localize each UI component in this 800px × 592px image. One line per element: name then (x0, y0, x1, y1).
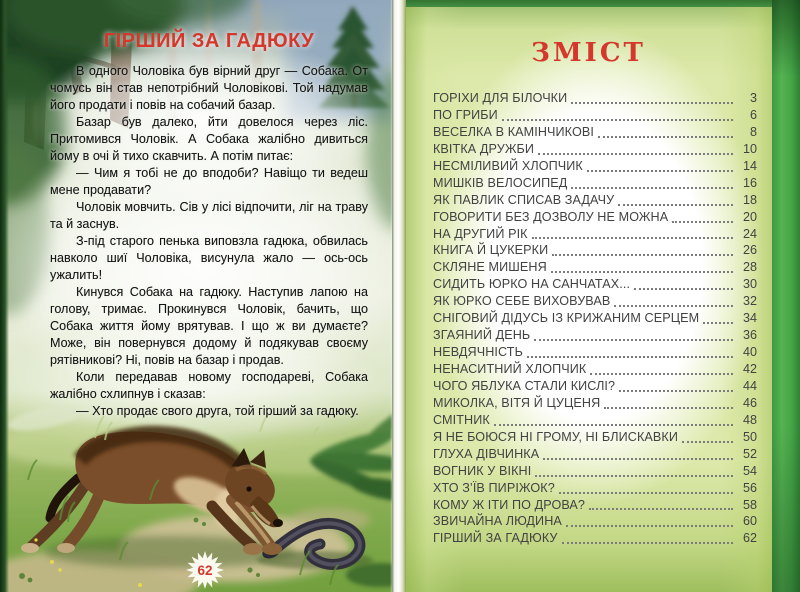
toc-dot-leader (562, 542, 734, 544)
toc-entry (433, 293, 757, 310)
toc-dot-leader (534, 339, 733, 341)
toc-dot-leader (543, 458, 733, 460)
toc-entry (433, 226, 757, 243)
toc-entry-page: 26 (742, 243, 757, 258)
toc-entry (433, 378, 757, 395)
story-paragraph: — Хто продає свого друга, той гірший за гадюку. (76, 404, 359, 418)
toc-entry-page: 8 (749, 124, 757, 139)
toc-entry-label: ХТО З’ЇВ ПИРІЖОК? (433, 480, 555, 495)
toc-entry (433, 175, 757, 192)
toc-entry (433, 497, 757, 514)
toc-entry-page: 20 (742, 209, 757, 224)
toc-entry-page: 46 (742, 395, 757, 410)
toc-entry-label: СИДИТЬ ЮРКО НА САНЧАТАХ... (433, 277, 631, 292)
toc-entry-label: ГЛУХА ДІВЧИНКА (433, 446, 540, 461)
toc-entry-label: ГІРШИЙ ЗА ГАДЮКУ (433, 531, 558, 546)
toc-dot-leader (598, 136, 733, 138)
toc-dot-leader (614, 305, 733, 307)
toc-dot-leader (590, 373, 733, 375)
toc-dot-leader (587, 170, 733, 172)
toc-title: ЗМІСТ (531, 38, 646, 68)
toc-entry (433, 412, 757, 429)
toc-entry-label: КВІТКА ДРУЖБИ (433, 141, 535, 156)
toc-dot-leader (571, 102, 733, 104)
toc-entry-label: СМІТНИК (433, 412, 490, 427)
toc-entry (433, 276, 757, 293)
toc-entry-label: ЯК ПАВЛИК СПИСАВ ЗАДАЧУ (433, 192, 615, 207)
toc-entry-page: 10 (742, 141, 757, 156)
story-paragraphs (50, 63, 368, 420)
toc-entry-label: МИКОЛКА, ВІТЯ Й ЦУЦЕНЯ (433, 395, 601, 410)
toc-entry-label: ГОВОРИТИ БЕЗ ДОЗВОЛУ НЕ МОЖНА (433, 209, 669, 224)
book-binding-edge-left (0, 0, 9, 592)
toc-entry (433, 310, 757, 327)
toc-entry-label: ЯК ЮРКО СЕБЕ ВИХОВУВАВ (433, 294, 611, 309)
story-paragraph: Кинувся Собака на гадюку. Наступив лапою на голову, тримає. Прокинувся Чоловік, бачить, що Собака життя йому врятував. І що ж ви думаєте? Може, він повернувся додому й подякував своєму рятівникові? Ні, повів на базар і продав. (50, 285, 368, 367)
toc-entry (433, 124, 757, 141)
page-edge-sliver (390, 0, 406, 592)
toc-entry (433, 344, 757, 361)
toc-entry-label: СКЛЯНЕ МИШЕНЯ (433, 260, 547, 275)
toc-entry-page: 14 (742, 158, 757, 173)
toc-dot-leader (538, 153, 733, 155)
toc-entry-label: КОМУ Ж ІТИ ПО ДРОВА? (433, 497, 586, 512)
toc-entry-page: 52 (742, 446, 757, 461)
toc-dot-leader (502, 119, 733, 121)
toc-entry-label: ВОГНИК У ВІКНІ (433, 463, 532, 478)
toc-entry (433, 395, 757, 412)
toc-entry-label: НЕВДЯЧНІСТЬ (433, 345, 523, 360)
toc-dot-leader (618, 204, 733, 206)
toc-entry-label: ПО ГРИБИ (433, 107, 498, 122)
toc-entry (433, 242, 757, 259)
toc-dot-leader (589, 508, 733, 510)
toc-entry-page: 62 (742, 531, 757, 546)
toc-entry-page: 32 (742, 294, 757, 309)
story-paragraph: Чоловік мовчить. Сів у лісі відпочити, ліг на траву та й заснув. (50, 200, 368, 231)
toc-entry-label: ЧОГО ЯБЛУКА СТАЛИ КИСЛІ? (433, 378, 616, 393)
toc-entry-page: 18 (742, 192, 757, 207)
toc-entry-label: НЕНАСИТНИЙ ХЛОПЧИК (433, 362, 587, 376)
toc-dot-leader (494, 424, 733, 426)
story-block (50, 0, 368, 420)
toc-entry-label: СНІГОВИЙ ДІДУСЬ ІЗ КРИЖАНИМ СЕРЦЕМ (433, 311, 700, 326)
toc-entry-page: 56 (742, 480, 757, 495)
toc-entry-label: ВЕСЕЛКА В КАМІНЧИКОВІ (433, 124, 594, 139)
toc-entry-label: ГОРІХИ ДЛЯ БІЛОЧКИ (433, 91, 568, 105)
toc-dot-leader (571, 187, 733, 189)
toc-entry (433, 327, 757, 344)
right-page-contents (405, 0, 772, 592)
toc-entry (433, 259, 757, 276)
toc-list (433, 90, 757, 547)
toc-entry-page: 16 (742, 175, 757, 190)
toc-entry-page: 6 (749, 107, 757, 122)
page-number-badge (186, 551, 224, 589)
toc-dot-leader (566, 525, 733, 527)
toc-dot-leader (532, 237, 733, 239)
toc-entry-page: 34 (742, 311, 757, 326)
toc-entry-label: ЗВИЧАЙНА ЛЮДИНА (433, 514, 562, 529)
toc-dot-leader (535, 475, 733, 477)
toc-dot-leader (604, 407, 733, 409)
toc-entry (433, 141, 757, 158)
toc-dot-leader (634, 288, 733, 290)
toc-entry-page: 28 (742, 260, 757, 275)
toc-entry (433, 192, 757, 209)
toc-dot-leader (552, 254, 733, 256)
toc-entry-page: 3 (749, 91, 757, 105)
toc-dot-leader (551, 271, 733, 273)
toc-dot-leader (527, 356, 733, 358)
page-number: 62 (197, 562, 213, 578)
toc-entry (433, 158, 757, 175)
toc-entry-page: 60 (742, 514, 757, 529)
story-paragraph: В одного Чоловіка був вірний друг — Собака. От чомусь він став непотрібний Чоловікові. Той надумав його продати і повів на собачий базар. (50, 64, 368, 112)
toc-entry-page: 44 (742, 378, 757, 393)
toc-entry (433, 90, 757, 107)
toc-entry (433, 463, 757, 480)
toc-entry-label: НЕСМІЛИВИЙ ХЛОПЧИК (433, 158, 583, 173)
toc-entry-page: 50 (742, 429, 757, 444)
story-paragraph: Коли передавав новому господареві, Собака жалібно схлипнув і сказав: (50, 370, 368, 401)
toc-entry-page: 54 (742, 463, 757, 478)
toc-entry (433, 446, 757, 463)
toc-dot-leader (619, 390, 733, 392)
toc-entry (433, 513, 757, 530)
toc-dot-leader (672, 221, 733, 223)
toc-entry (433, 480, 757, 497)
toc-entry (433, 530, 757, 547)
toc-entry (433, 361, 757, 378)
toc-entry (433, 107, 757, 124)
toc-entry-page: 40 (742, 345, 757, 360)
toc-dot-leader (682, 441, 733, 443)
toc-entry (433, 429, 757, 446)
toc-entry-page: 36 (742, 328, 757, 343)
book-cover-edge (772, 0, 800, 592)
toc-entry-label: МИШКІВ ВЕЛОСИПЕД (433, 175, 568, 190)
toc-entry-page: 48 (742, 412, 757, 427)
toc-entry-label: КНИГА Й ЦУКЕРКИ (433, 243, 549, 258)
toc-entry-page: 42 (742, 362, 757, 376)
story-paragraph: — Чим я тобі не до вподоби? Навіщо ти ведеш мене продавати? (50, 166, 368, 197)
toc-dot-leader (703, 322, 733, 324)
story-title: ГІРШИЙ ЗА ГАДЮКУ (103, 30, 315, 52)
story-paragraph: З-під старого пенька виповзла гадюка, обвилась навколо шиї Чоловіка, висунула жало — ось-ось ужалить! (50, 234, 368, 282)
toc-entry-page: 30 (742, 277, 757, 292)
toc-entry-label: ЗГАЯНИЙ ДЕНЬ (433, 328, 531, 343)
toc-dot-leader (559, 492, 733, 494)
toc-entry (433, 209, 757, 226)
story-paragraph: Базар був далеко, йти довелося через ліс. Притомився Чоловік. А Собака жалібно дивиться йому в очі й тихо скавчить. А потім питає: (50, 115, 368, 163)
toc-entry-page: 58 (742, 497, 757, 512)
toc-entry-label: Я НЕ БОЮСЯ НІ ГРОМУ, НІ БЛИСКАВКИ (433, 429, 679, 444)
toc-entry-page: 24 (742, 226, 757, 241)
toc-entry-label: НА ДРУГИЙ РІК (433, 226, 528, 241)
left-page-story (0, 0, 392, 592)
